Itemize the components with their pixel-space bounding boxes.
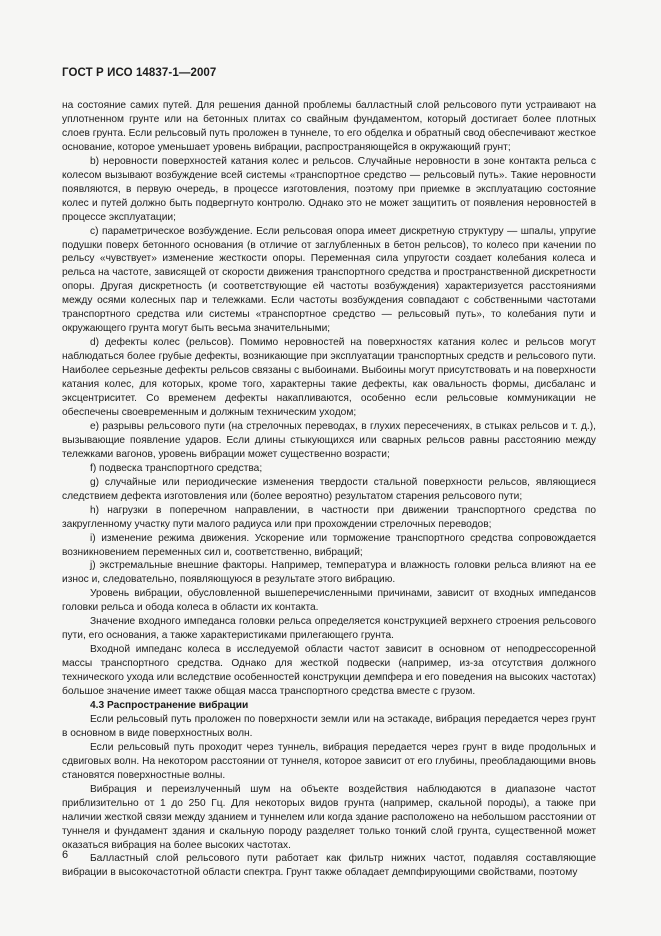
paragraph: g) случайные или периодические изменения твердости стальной поверхности рельсов, являющиеся следствием дефекта изготовления или (более вероятно) результатом старения рельсового пути;	[62, 476, 596, 502]
paragraph: Входной импеданс колеса в исследуемой области частот зависит в основном от неподрессоренной массы транспортного средства. Однако для жесткой подвески (например, из-за отсутствия должного технического ухода или вследствие особенностей конструкции демпфера и его поведения на высоких частотах) большое значение имеет также общая масса транспортного средства вместе с грузом.	[62, 644, 596, 698]
document-header: ГОСТ Р ИСО 14837-1—2007	[62, 67, 217, 79]
paragraph: Вибрация и переизлученный шум на объекте воздействия наблюдаются в диапазоне частот приблизительно от 1 до 250 Гц. Для некоторых видов грунта (например, скальной породы), а также при наличии жесткой связи между зданием и туннелем или когда здание расположено на небольшом расстоянии от туннеля и фундамент здания и скальную породу разделяет только тонкий слой грунта, существенной может оказаться вибрация на более высоких частотах.	[62, 783, 596, 851]
paragraph: j) экстремальные внешние факторы. Например, температура и влажность головки рельса влияют на ее износ и, следовательно, появляющуюся в результате этого вибрацию.	[62, 560, 596, 586]
paragraph: i) изменение режима движения. Ускорение или торможение транспортного средства сопровождается возникновением переменных сил и, соответственно, вибраций;	[62, 532, 596, 558]
paragraph: Значение входного импеданса головки рельса определяется конструкцией верхнего строения рельсового пути, его основания, а также характеристиками прилегающего грунта.	[62, 616, 596, 642]
paragraph: Если рельсовый путь проложен по поверхности земли или на эстакаде, вибрация передается через грунт в основном в виде поверхностных волн.	[62, 713, 596, 739]
paragraph: Балластный слой рельсового пути работает как фильтр нижних частот, подавляя составляющие вибрации в высокочастотной области спектра. Грунт также обладает демпфирующими свойствами, поэтому	[62, 853, 596, 879]
paragraph: h) нагрузки в поперечном направлении, в частности при движении транспортного средства по закругленному участку пути малого радиуса или при прохождении стрелочных переводов;	[62, 504, 596, 530]
page-number: 6	[62, 849, 69, 861]
paragraph: e) разрывы рельсового пути (на стрелочных переводах, в глухих пересечениях, в стыках рельсов и т. д.), вызывающие появление ударов. Если длины стыкующихся или сварных рельсов равны расстоянию между тележками вагонов, уровень вибрации может существенно возрасти;	[62, 420, 596, 460]
paragraph: b) неровности поверхностей катания колес и рельсов. Случайные неровности в зоне контакта рельса с колесом вызывают возбуждение всей системы «транспортное средство — рельсовый путь». Такие неровности появляются, в первую очередь, в процессе изготовления, поэтому при приемке в эксплуатацию состояние колес и путей должно быть подвергнуто контролю. Однако это не может защитить от появления неровностей в процессе эксплуатации;	[62, 155, 596, 223]
paragraph: f) подвеска транспортного средства;	[90, 462, 263, 474]
paragraph: на состояние самих путей. Для решения данной проблемы балластный слой рельсового пути устраивают на уплотненном грунте или на бетонных плитах со свайным фундаментом, который достигает более плотных слоев грунта. Если рельсовый путь проложен в туннеле, то его обделка и обратный свод обеспечивают жесткое основание, которое уменьшает уровень вибрации, распространяющейся в окружающий грунт;	[62, 100, 596, 153]
section-heading: 4.3 Распространение вибрации	[90, 699, 249, 711]
paragraph: d) дефекты колес (рельсов). Помимо неровностей на поверхностях катания колес и рельсов могут наблюдаться более грубые дефекты, возникающие при эксплуатации транспортных средств и рельсового пути. Наиболее серьезные дефекты рельсов связаны с выбоинами. Выбоины могут присутствовать и на поверхности катания колес, для которых, кроме того, характерны такие дефекты, как овальность формы, дисбаланс и эксцентриситет. Со временем дефекты накапливаются, особенно если рельсовые коммуникации не обеспечены своевременным и должным техническим уходом;	[62, 337, 596, 418]
paragraph: c) параметрическое возбуждение. Если рельсовая опора имеет дискретную структуру — шпалы, упругие подушки поверх бетонного основания (в отличие от заглубленных в бетон рельсов), то колесо при качении по рельсу «чувствует» изменение жесткости опоры. Переменная сила упругости создает колебания колеса и рельса на частоте, зависящей от скорости движения транспортного средства и пространственной дискретности опоры. Другая дискретность (и соответствующие ей частоты возбуждения) характеризуется расстояниями между осями колесных пар и тележками. Если частоты возбуждения совпадают с собственными частотами транспортного средства или системы «транспортное средство — рельсовый путь», то колебания пути и окружающего грунта могут быть весьма значительными;	[62, 225, 596, 335]
document-body	[62, 99, 596, 880]
paragraph: Если рельсовый путь проходит через туннель, вибрация передается через грунт в виде продольных и сдвиговых волн. На некотором расстоянии от туннеля, которое зависит от его глубины, преобладающими вновь становятся поверхностные волны.	[62, 741, 596, 781]
paragraph: Уровень вибрации, обусловленной вышеперечисленными причинами, зависит от входных импедансов головки рельса и обода колеса в области их контакта.	[62, 588, 596, 614]
